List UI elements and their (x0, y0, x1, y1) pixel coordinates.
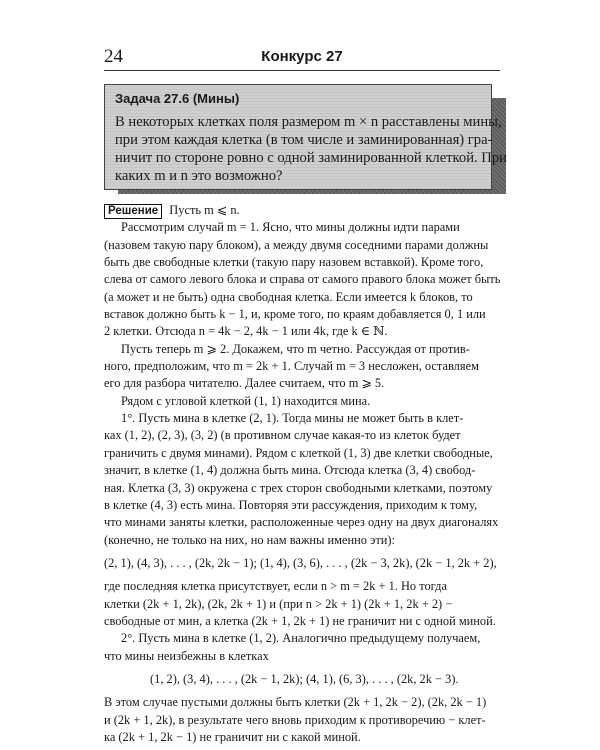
task-box (104, 84, 507, 190)
text-line: вставок должно быть k − 1, и, кроме того, по краям добавляется 0, 1 или (104, 307, 486, 322)
page-number: 24 (104, 46, 123, 67)
task-line: ничит по стороне ровно с одной заминированной клеткой. При (115, 150, 507, 166)
solution-paragraphs-a (104, 219, 500, 549)
solution-paragraphs-b (104, 578, 500, 665)
text-line: и (2k + 1, 2k), в результате чего вновь приходим к противоречию − клет- (104, 712, 486, 727)
text-line: клетки (2k + 1, 2k), (2k, 2k + 1) и (при n > 2k + 1) (2k + 1, 2k + 2) − (104, 596, 453, 611)
solution-paragraphs-c (104, 694, 500, 746)
header-rule (104, 70, 500, 71)
solution-label: Решение (104, 204, 162, 219)
task-statement (115, 113, 507, 185)
text-line: в клетке (4, 3) есть мина. Повторяя эти рассуждения, приходим к тому, (104, 497, 478, 512)
text-line: Рядом с угловой клеткой (1, 1) находится мина. (121, 393, 371, 408)
text-line: что минами заняты клетки, расположенные через одну на двух диагоналях (104, 515, 499, 530)
text-line: (а может и не быть) одна свободная клетка. Если имеется k блоков, то (104, 289, 473, 304)
solution-first-line: Пусть m ⩽ n. (169, 203, 240, 217)
text-line: ная. Клетка (3, 3) окружена с трех сторон свободными клетками, поэтому (104, 480, 493, 495)
solution-body (104, 202, 500, 746)
text-line: быть две свободные клетки (такую пару назовем вставкой). Кроме того, (104, 255, 484, 270)
text-line: Пусть теперь m ⩾ 2. Докажем, что m четно. Рассуждая от против- (121, 341, 470, 356)
text-line: его для разбора читателю. Далее считаем, что m ⩾ 5. (104, 376, 385, 391)
text-line: где последняя клетка присутствует, если n > m = 2k + 1. Но тогда (104, 579, 447, 594)
running-title: Конкурс 27 (261, 48, 343, 65)
text-line: (конечно, не только на них, но нам важны именно эти): (104, 532, 395, 547)
text-line: 2°. Пусть мина в клетке (1, 2). Аналогично предыдущему получаем, (121, 631, 481, 646)
task-line: при этом каждая клетка (в том числе и заминированная) гра- (115, 132, 493, 148)
text-line: 2 клетки. Отсюда n = 4k − 2, 4k − 1 или 4k, где k ∈ ℕ. (104, 324, 388, 339)
text-line: слева от самого левого блока и справа от самого правого блока может быть (104, 272, 501, 287)
formula-diagonals-1: (2, 1), (4, 3), . . . , (2k, 2k − 1); (1, 4), (3, 6), . . . , (2k − 3, 2k), (2k − 1, 2k + 2), (104, 555, 497, 570)
task-title: Задача 27.6 (Мины) (115, 91, 240, 106)
task-line: В некоторых клетках поля размером m × n расставлены мины, (115, 114, 502, 130)
solution-heading-line (104, 202, 500, 219)
text-line: В этом случае пустыми должны быть клетки (2k + 1, 2k − 2), (2k, 2k − 1) (104, 695, 487, 710)
text-line: ка (2k + 1, 2k − 1) не граничит ни с какой миной. (104, 729, 361, 744)
text-line: ках (1, 2), (2, 3), (3, 2) (в противном случае какая-то из клеток будет (104, 428, 461, 443)
text-line: свободные от мин, а клетка (2k + 1, 2k + 1) не граничит ни с одной миной. (104, 613, 496, 628)
text-line: (назовем такую пару блоком), а между двумя соседними парами должны (104, 237, 489, 252)
text-line: ного, предположим, что m = 2k + 1. Случай m = 3 несложен, оставляем (104, 359, 479, 374)
formula-diagonals-2: (1, 2), (3, 4), . . . , (2k − 1, 2k); (4, 1), (6, 3), . . . , (2k, 2k − 3). (150, 671, 459, 686)
text-line: значит, в клетке (1, 4) должна быть мина. Отсюда клетка (3, 4) свобод- (104, 463, 476, 478)
text-line: Рассмотрим случай m = 1. Ясно, что мины должны идти парами (121, 220, 460, 235)
text-line: 1°. Пусть мина в клетке (2, 1). Тогда мины не может быть в клет- (121, 411, 464, 426)
text-line: граничить с двумя минами). Рядом с клеткой (1, 3) две клетки свободные, (104, 445, 493, 460)
page-header (104, 44, 500, 70)
task-line: каких m и n это возможно? (115, 168, 283, 184)
text-line: что мины неизбежны в клетках (104, 648, 269, 663)
